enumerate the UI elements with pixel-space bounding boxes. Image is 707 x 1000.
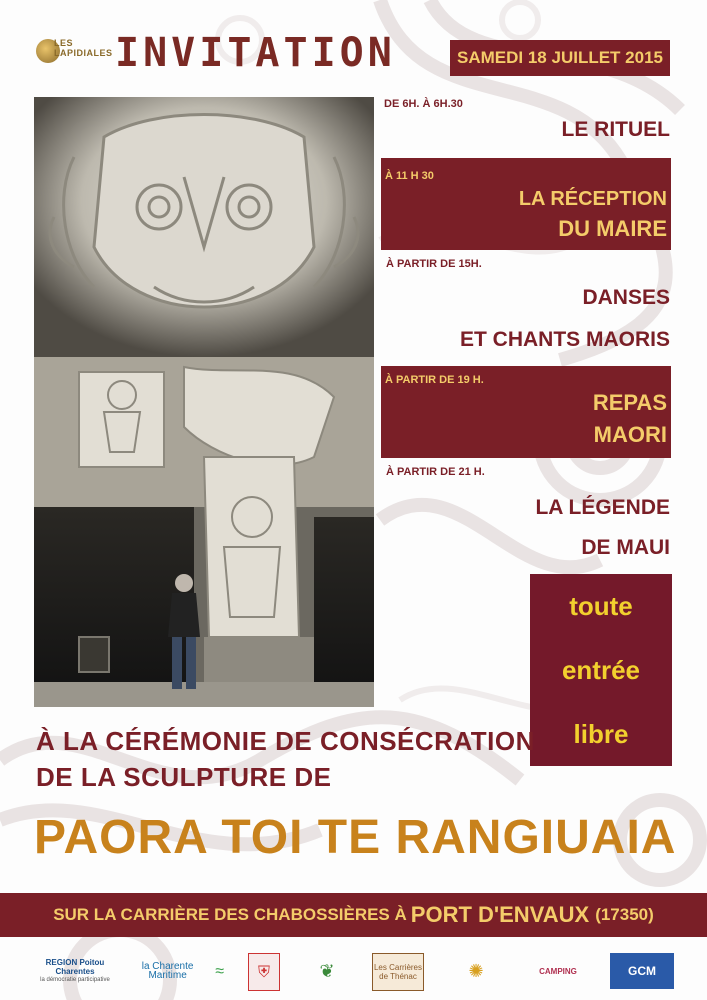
free-entry-word-2: entrée [561,655,641,685]
free-entry-word-3: libre [573,719,629,749]
sun-icon: ✺ [468,960,484,981]
location-postal-code: (17350) [595,905,654,924]
schedule-event-1: LE RITUEL [561,118,670,141]
camping-logo [526,953,590,989]
location-text [0,893,707,937]
schedule-band-2 [381,158,671,250]
crest-icon: ⛨ [257,963,270,981]
region-logo [40,953,110,989]
sculpture-photo [34,97,374,707]
free-entry-box [530,574,672,766]
schedule-event-4a: REPAS [592,390,667,415]
lapidiales-logo-text: LES LAPIDIALES [54,38,113,58]
schedule-time-1: DE 6H. À 6H.30 [384,98,463,110]
charente-wave-icon: ≈ [215,962,224,980]
ceremony-line-1: À LA CÉRÉMONIE DE CONSÉCRATION [36,726,535,756]
schedule-band-4 [381,366,671,458]
schedule-event-2b: DU MAIRE [558,216,667,241]
region-logo-name: REGION Poitou Charentes [45,957,105,976]
carrieres-thenac-logo [372,953,424,991]
carrieres-thenac-text: Les Carrières de Thénac [373,963,422,981]
schedule-time-4: À PARTIR DE 19 H. [385,374,484,386]
schedule-event-4b: MAORI [593,422,667,447]
charente-maritime-text: la Charente Maritime [141,961,194,981]
schedule-event-5a: LA LÉGENDE [535,496,670,519]
tourism-leaf-icon: ❦ [319,960,335,981]
lapidiales-logo [36,36,113,66]
free-entry-word-1: toute [569,591,633,621]
gcm-text: GCM [628,963,656,978]
schedule-event-2a: LA RÉCEPTION [518,188,667,210]
charente-maritime-logo [124,953,224,989]
partner-logos [0,945,707,995]
sun-logo [446,953,506,989]
artist-name: PAORA TOI TE RANGIUAIA [34,811,677,864]
tourism-logo [302,953,352,989]
gcm-logo [610,953,674,989]
schedule-event-5b: DE MAUI [581,536,670,559]
schedule-time-3: À PARTIR DE 15H. [386,258,482,270]
ceremony-line-2: DE LA SCULPTURE DE [36,762,332,792]
event-date: SAMEDI 18 JUILLET 2015 [450,40,670,76]
location-prefix: SUR LA CARRIÈRE DES CHABOSSIÈRES À [53,905,407,924]
schedule-event-3a: DANSES [582,286,670,309]
location-place: PORT D'ENVAUX [410,902,590,927]
schedule-time-2: À 11 H 30 [385,170,434,182]
schedule-time-5: À PARTIR DE 21 H. [386,466,485,478]
invitation-title: INVITATION [115,30,396,76]
region-logo-sub: la démocratie participative [40,976,110,983]
camping-text: CAMPING [539,966,577,976]
location-band [0,893,707,937]
municipal-crest-logo [248,953,280,991]
schedule-event-3b: ET CHANTS MAORIS [460,328,670,351]
